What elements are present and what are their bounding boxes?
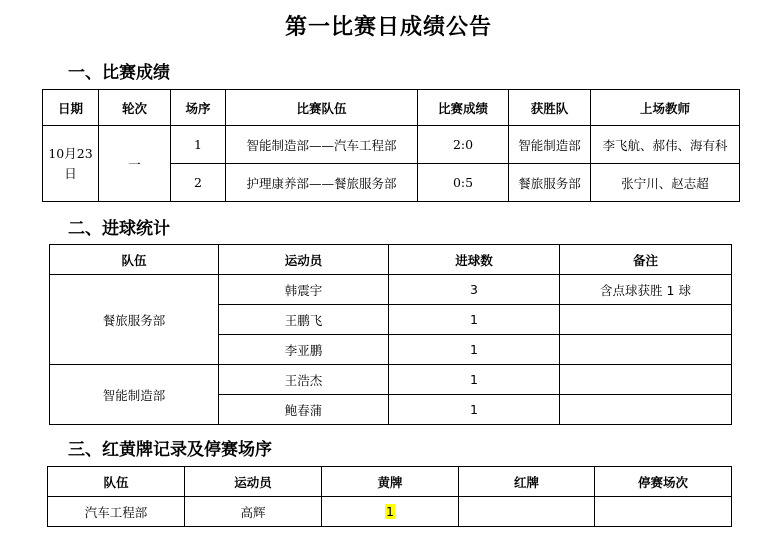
col-header-player: 运动员 [219,245,389,275]
goal-note [560,305,732,335]
cards-table [47,466,732,527]
table-row [50,365,732,395]
goal-note [560,395,732,425]
match-teams: 护理康养部——餐旅服务部 [226,164,418,202]
goal-note: 含点球获胜 1 球 [560,275,732,305]
match-score: 2:0 [418,126,509,164]
match-round: 一 [99,126,171,202]
goal-note [560,365,732,395]
col-header-yellow: 黄牌 [322,467,459,497]
match-teachers: 李飞航、郝伟、海有科 [591,126,740,164]
col-header-red: 红牌 [459,467,595,497]
col-header-teams: 比赛队伍 [226,90,418,126]
col-header-score: 比赛成绩 [418,90,509,126]
goals-table [49,244,732,425]
section-heading-cards: 三、红黄牌记录及停赛场序 [68,440,272,460]
section-heading-results: 一、比赛成绩 [68,63,170,83]
col-header-date: 日期 [43,90,99,126]
results-table [42,89,740,202]
match-winner: 餐旅服务部 [509,164,591,202]
page-title: 第一比赛日成绩公告 [284,15,492,40]
player-name: 李亚鹏 [219,335,389,365]
col-header-round: 轮次 [99,90,171,126]
team-name: 餐旅服务部 [50,275,219,365]
goal-count: 1 [389,365,560,395]
goal-count: 1 [389,335,560,365]
table-row [48,497,732,527]
goal-count: 3 [389,275,560,305]
suspension-count [595,497,732,527]
goal-count: 1 [389,395,560,425]
goal-note [560,335,732,365]
col-header-note: 备注 [560,245,732,275]
match-seq: 2 [171,164,226,202]
yellow-card-cell [322,497,459,527]
col-header-goals: 进球数 [389,245,560,275]
col-header-seq: 场序 [171,90,226,126]
section-heading-goals: 二、进球统计 [68,219,170,239]
match-teams: 智能制造部——汽车工程部 [226,126,418,164]
match-teachers: 张宁川、赵志超 [591,164,740,202]
card-team: 汽车工程部 [48,497,185,527]
player-name: 王鹏飞 [219,305,389,335]
col-header-team: 队伍 [50,245,219,275]
match-winner: 智能制造部 [509,126,591,164]
col-header-player: 运动员 [185,467,322,497]
table-row [50,275,732,305]
col-header-suspension: 停赛场次 [595,467,732,497]
yellow-card-count: 1 [386,504,394,519]
col-header-team: 队伍 [48,467,185,497]
player-name: 王浩杰 [219,365,389,395]
card-player: 高辉 [185,497,322,527]
match-seq: 1 [171,126,226,164]
match-date: 10月23日 [43,126,99,202]
col-header-winner: 获胜队 [509,90,591,126]
team-name: 智能制造部 [50,365,219,425]
player-name: 韩震宇 [219,275,389,305]
table-row [43,126,740,164]
match-score: 0:5 [418,164,509,202]
col-header-teachers: 上场教师 [591,90,740,126]
goal-count: 1 [389,305,560,335]
player-name: 鲍春蒲 [219,395,389,425]
red-card-count [459,497,595,527]
